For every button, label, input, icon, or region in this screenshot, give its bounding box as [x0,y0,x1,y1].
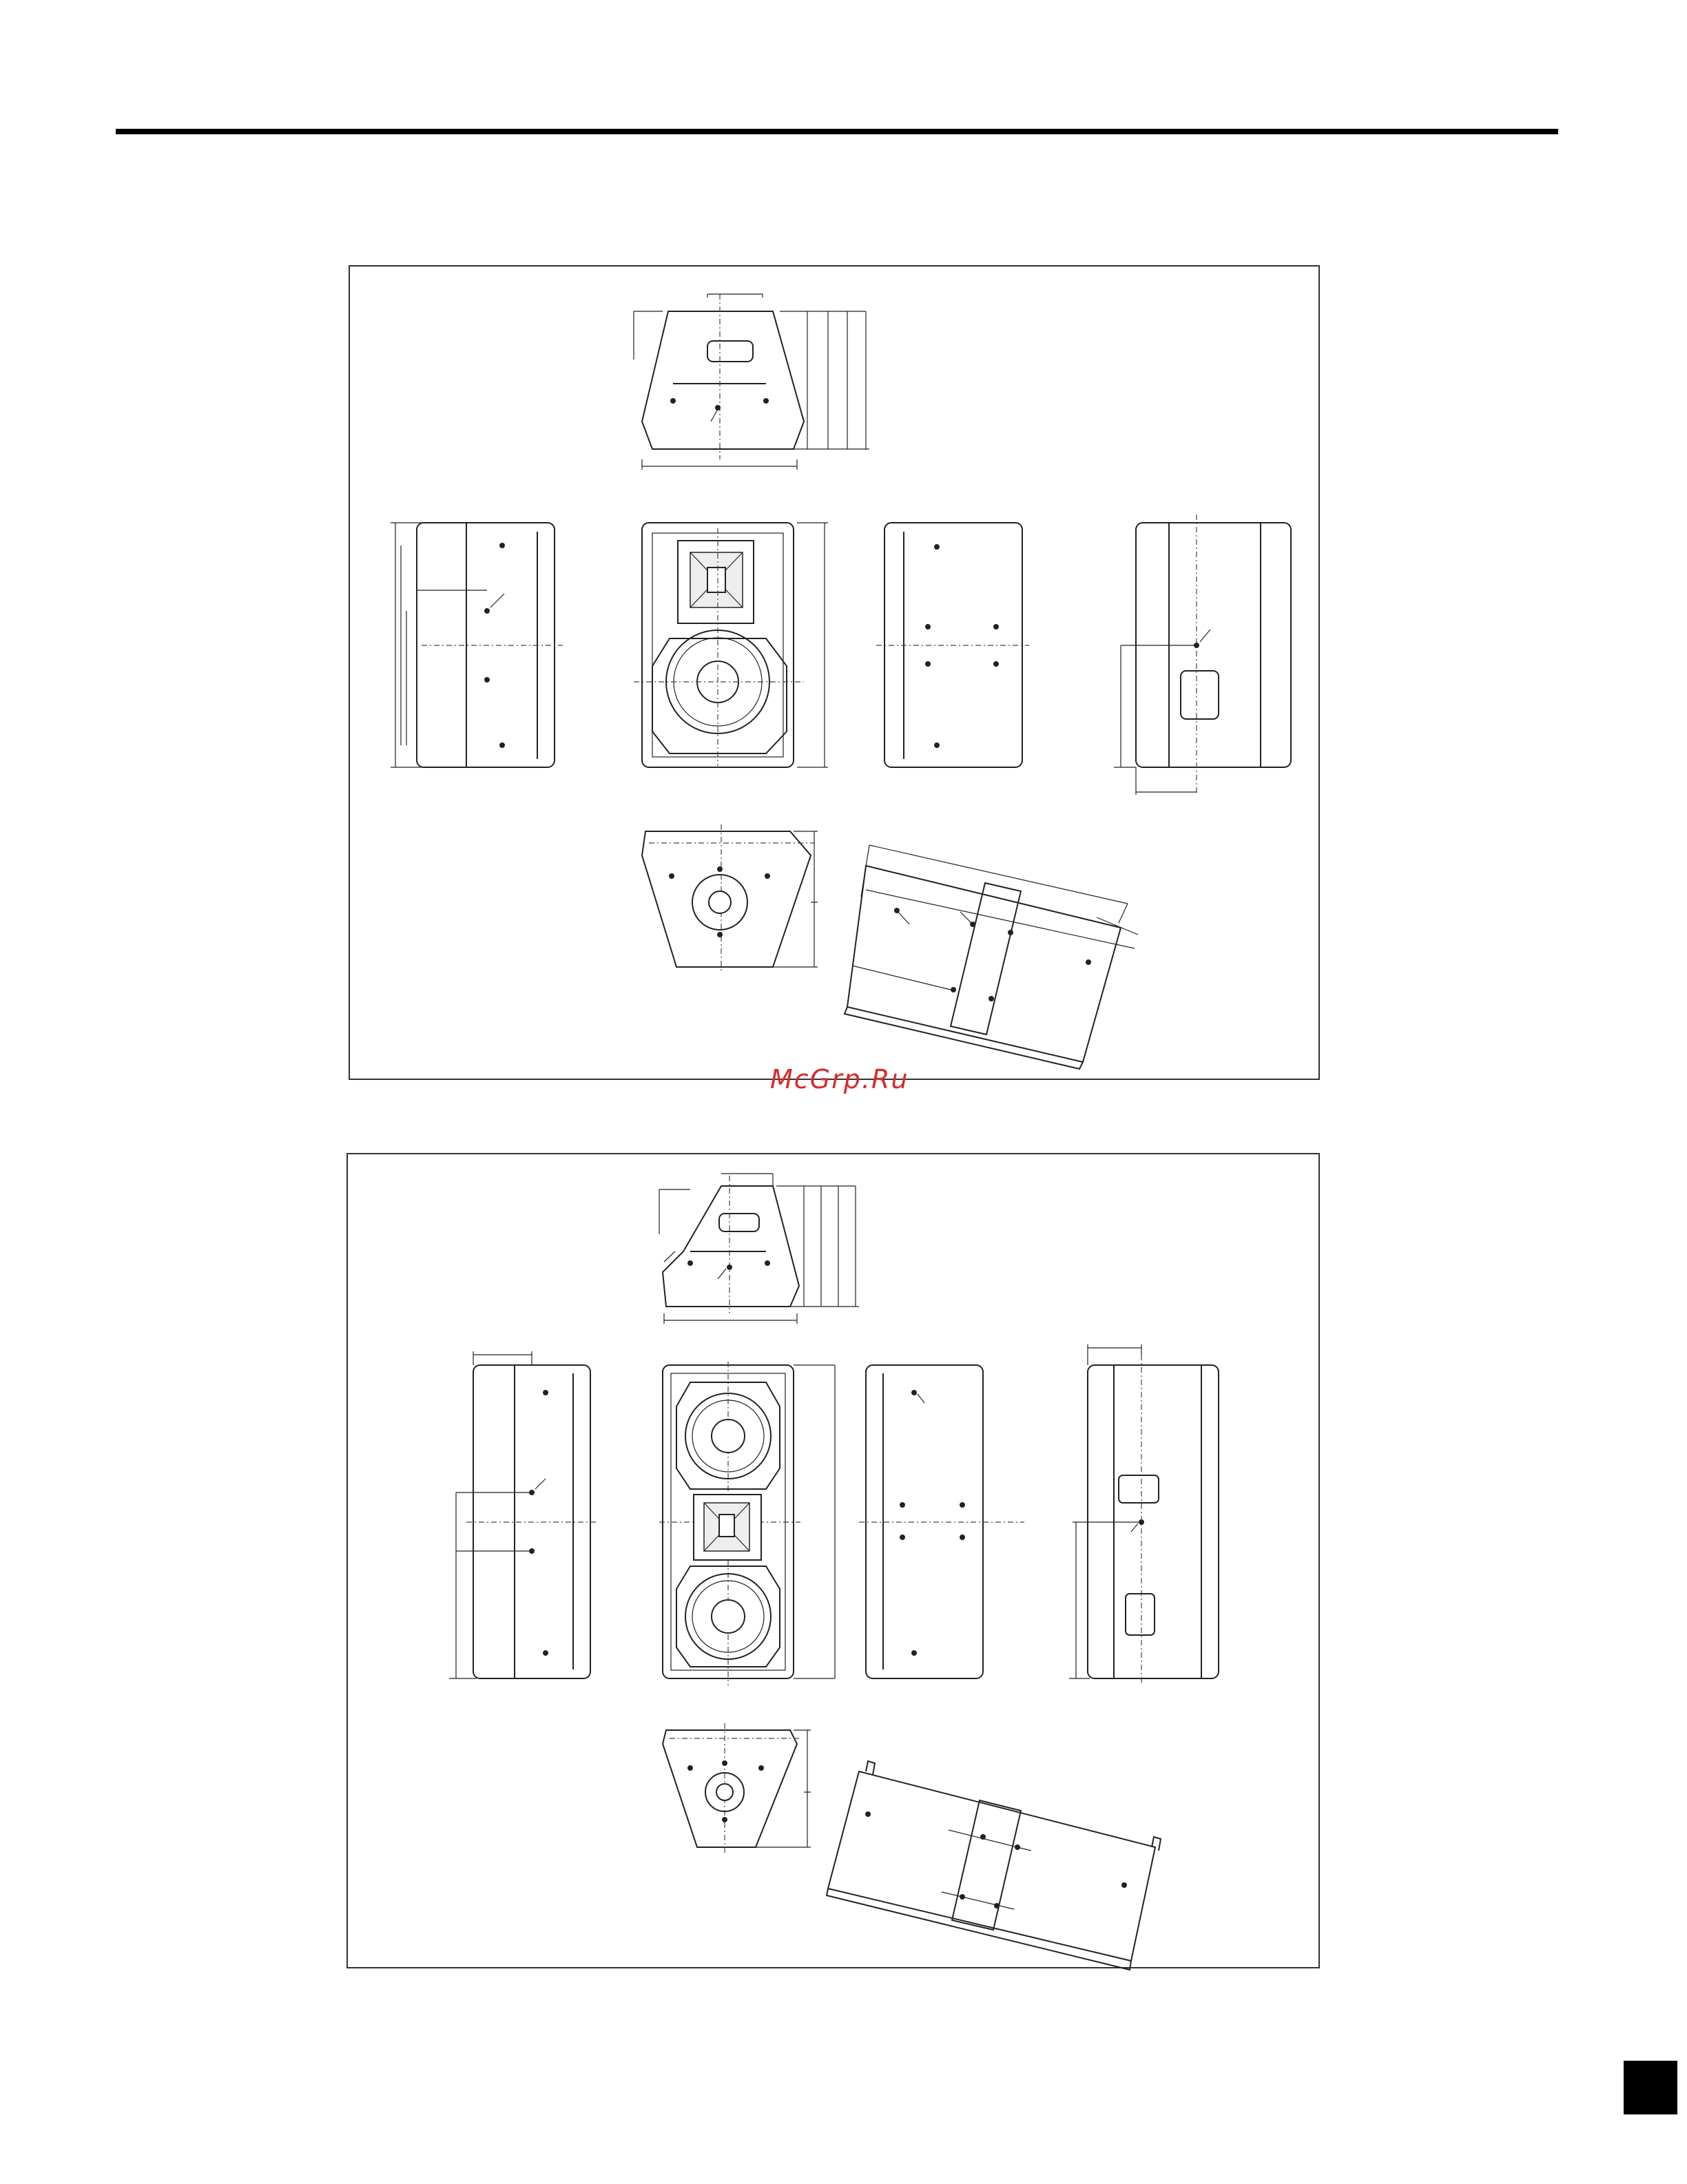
angled-view [827,1761,1161,1970]
top-view [659,1174,859,1324]
back-view [1069,1344,1219,1685]
front-view [659,1362,835,1685]
right-side-view [859,1365,1024,1678]
tweeter [694,1495,761,1560]
left-side-view [449,1351,597,1678]
figure-frame-dual-woofer [346,1153,1320,1968]
bottom-view [663,1723,811,1854]
watermark-text: McGrp.Ru [770,1064,909,1094]
upper-woofer [676,1382,780,1489]
page-tab-marker [1624,2061,1677,2114]
